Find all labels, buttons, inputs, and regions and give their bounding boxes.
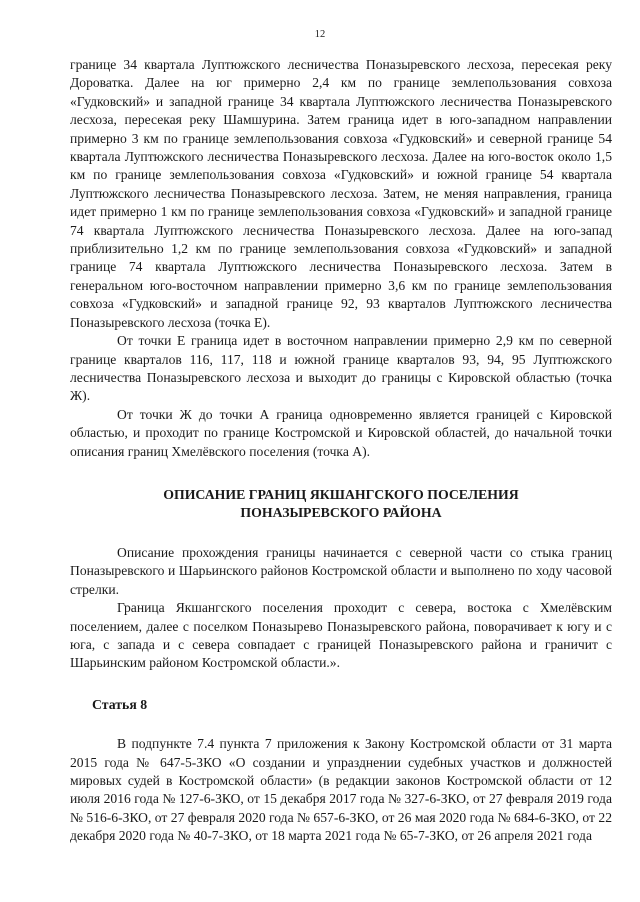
paragraph-point-e: От точки Е граница идет в восточном направлении примерно 2,9 км по северной границе кварталов 116, 117, 118 и южной границе кварталов 93, 94, 95 Луптюжского лесничества Поназыревского лесхоза и выходит до границы с Кировской областью (точка Ж). <box>70 333 612 404</box>
article-8-text: В подпункте 7.4 пункта 7 приложения к Закону Костромской области от 31 марта 2015 года № 647-5-ЗКО «О создании и упразднении судебных участков и должностей мировых судей в Костромской области» (в редакции законов Костромской области от 12 июля 2016 года № 127-6-ЗКО, от 15 декабря 2017 года № 327-6-ЗКО, от 27 февраля 2019 года № 516-6-ЗКО, от 27 февраля 2020 года № 657-6-ЗКО, от 26 мая 2020 года № 684-6-ЗКО, от 22 декабря 2020 года № 40-7-ЗКО, от 18 марта 2021 года № 65-7-ЗКО, от 26 апреля 2021 года <box>70 736 612 844</box>
paragraph-description-start: Описание прохождения границы начинается с северной части со стыка границ Поназыревского и Шарьинского районов Костромской области и выполнено по ходу часовой стрелки. <box>70 544 612 597</box>
paragraph-yakshanga-boundary: Граница Якшангского поселения проходит с севера, востока с Хмелёвским поселением, далее с поселком Поназырево Поназыревского района, поворачивает к югу и с юга, с запада и с севера совпадает с границей Поназыревского района и граничит с Шарьинским районом Костромской области.». <box>70 600 612 671</box>
document-body <box>70 56 612 846</box>
page-number: 12 <box>314 29 326 40</box>
section-heading <box>70 486 612 522</box>
section-heading-line-1: ОПИСАНИЕ ГРАНИЦ ЯКШАНГСКОГО ПОСЕЛЕНИЯ <box>163 486 519 502</box>
article-title: Статья 8 <box>92 696 148 712</box>
section-heading-line-2: ПОНАЗЫРЕВСКОГО РАЙОНА <box>240 504 442 520</box>
paragraph-point-zh: От точки Ж до точки А граница одновременно является границей с Кировской областью, и проходит по границе Костромской и Кировской областей, до начальной точки описания границ Хмелёвского поселения (точка А). <box>70 406 612 459</box>
paragraph-boundary-continuation: границе 34 квартала Луптюжского лесничества Поназыревского лесхоза, пересекая реку Дороватка. Далее на юг примерно 2,4 км по границе землепользования совхоза «Гудковский» и западной границе 34 квартала Луптюжского лесничества Поназыревского лесхоза, пересекая реку Шамшурина. Затем граница идет в юго-западном направлении примерно 3 км по границе землепользования совхоза «Гудковский» и северной границе 54 квартала Луптюжского лесничества Поназыревского лесхоза. Далее на юго-восток около 1,5 км по границе землепользования совхоза «Гудковский» и южной границе 54 квартала Луптюжского лесничества Поназыревского лесхоза. Затем, не меняя направления, граница идет примерно 1 км по границе землепользования совхоза «Гудковский» и западной границе 74 квартала Луптюжского лесничества Поназыревского лесхоза. Далее на юго-запад приблизительно 1,2 км по границе землепользования совхоза «Гудковский» и западной границе 74 квартала Луптюжского лесничества Поназыревского лесхоза. Затем в генеральном юго-восточном направлении примерно 3,6 км по границе землепользования совхоза «Гудковский» и западной границе 92, 93 кварталов Луптюжского лесничества Поназыревского лесхоза (точка Е). <box>70 57 612 330</box>
